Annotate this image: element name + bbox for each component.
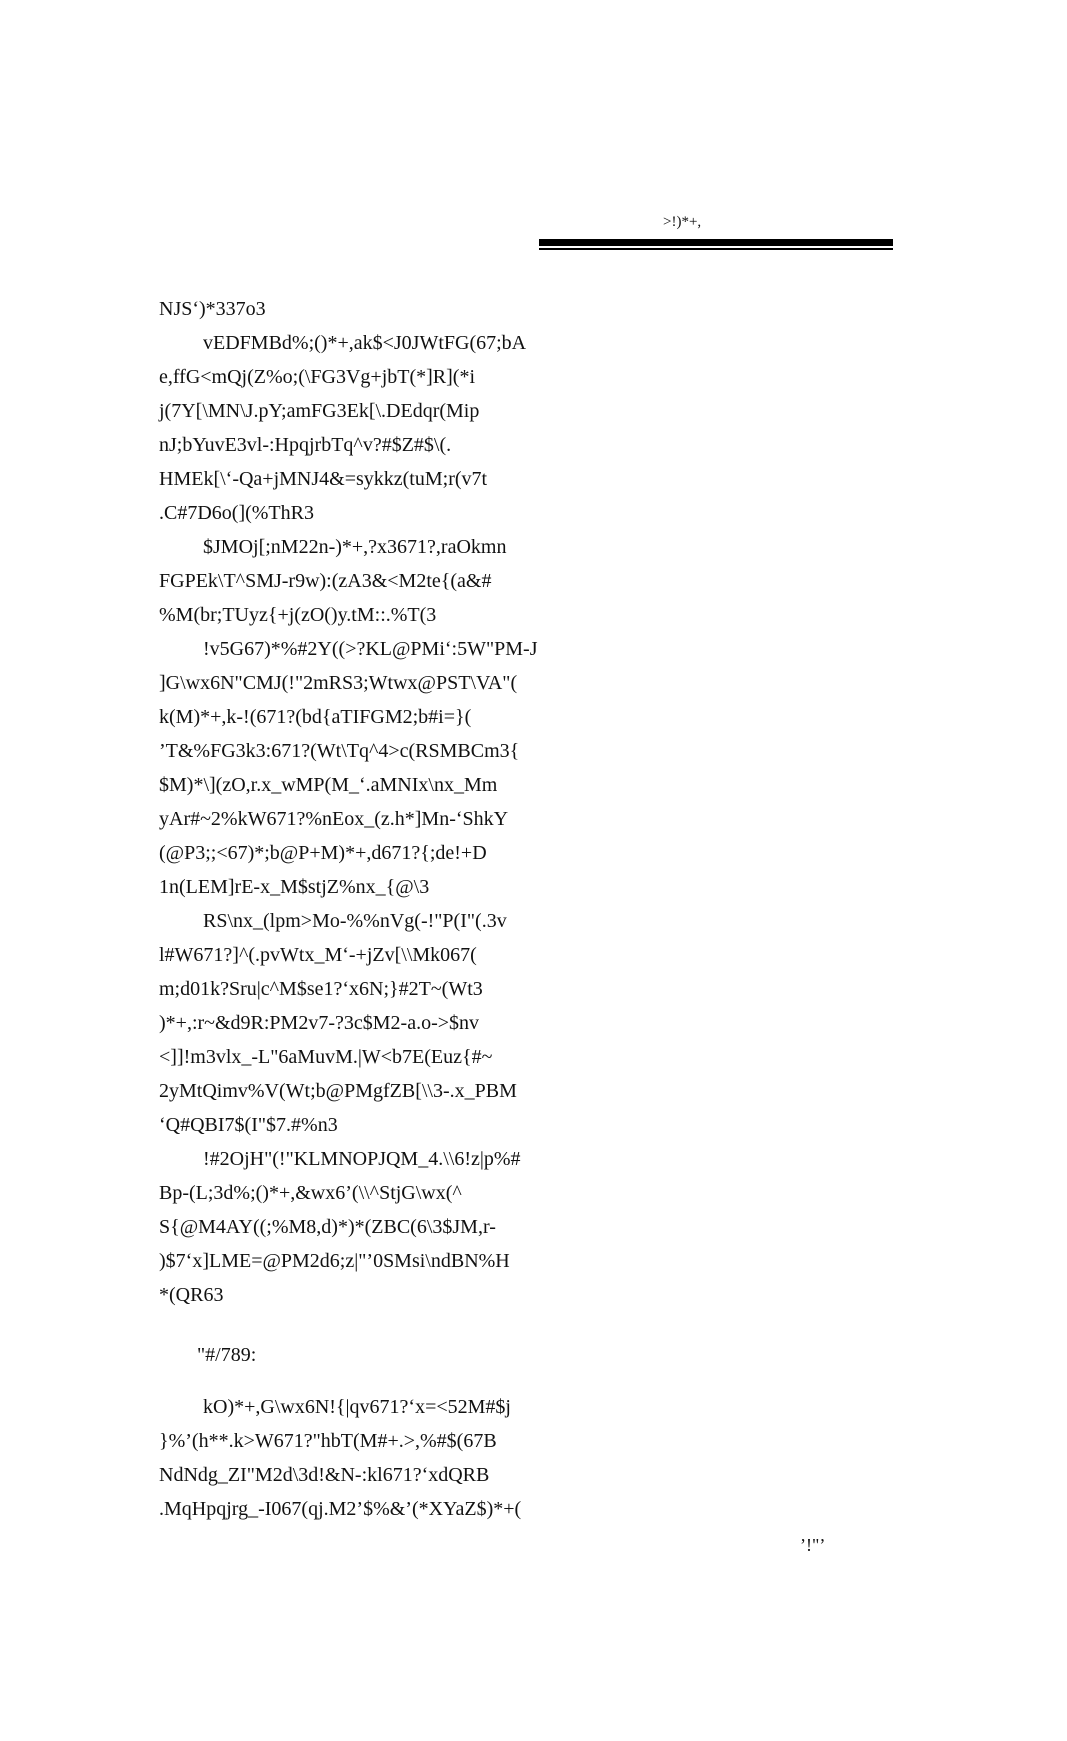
text-line: ’T&%FG3k3:671?(Wt\Tq^4>c(RSMBCm3{ xyxy=(159,740,520,762)
header-rule-thin xyxy=(539,248,893,250)
text-line: <]]!m3vlx_-L"6aMuvM.|W<b7E(Euz{#~ xyxy=(159,1046,493,1068)
text-line: e,ffG<mQj(Z%o;(\FG3Vg+jbT(*]R](*i xyxy=(159,366,476,388)
text-line: ]G\wx6N"CMJ(!"2mRS3;Wtwx@PST\VA"( xyxy=(159,672,518,694)
text-line: (@P3;;<67)*;b@P+M)*+,d671?{;de!+D xyxy=(159,842,487,864)
text-line: FGPEk\T^SMJ-r9w):(zA3&<M2te{(a&# xyxy=(159,570,492,592)
text-line: l#W671?]^(.pvWtx_M‘-+jZv[\\Mk067( xyxy=(159,944,477,966)
text-line: 1n(LEM]rE-x_M$stjZ%nx_{@\3 xyxy=(159,876,430,898)
text-line: RS\nx_(lpm>Mo-%%nVg(-!"P(I"(.3v xyxy=(203,910,507,932)
text-line: vEDFMBd%;()*+,ak$<J0JWtFG(67;bA xyxy=(203,332,527,354)
text-line: yAr#~2%kW671?%nEox_(z.h*]Mn-‘ShkY xyxy=(159,808,509,830)
text-line: $M)*\](zO,r.x_wMP(M_‘.aMNIx\nx_Mm xyxy=(159,774,498,796)
section-heading: "#/789: xyxy=(197,1344,257,1366)
text-line: *(QR63 xyxy=(159,1284,224,1306)
text-line: )*+,:r~&d9R:PM2v7-?3c$M2-a.o->$nv xyxy=(159,1012,480,1034)
text-line: .MqHpqjrg_-I067(qj.M2’$%&’(*XYaZ$)*+( xyxy=(159,1498,522,1520)
text-line: $JMOj[;nM22n-)*+,?x3671?,raOkmn xyxy=(203,536,507,558)
text-line: NdNdg_ZI"M2d\3d!&N-:kl671?‘xdQRB xyxy=(159,1464,490,1486)
text-line: HMEk[\‘-Qa+jMNJ4&=sykkz(tuM;r(v7t xyxy=(159,468,488,490)
text-line: !#2OjH"(!"KLMNOPJQM_4.\\6!z|p%# xyxy=(203,1148,521,1170)
text-line: j(7Y[\MN\J.pY;amFG3Ek[\.DEdqr(Mip xyxy=(159,400,480,422)
text-line: !v5G67)*%#2Y((>?KL@PMi‘:5W"PM-J xyxy=(203,638,538,660)
text-column xyxy=(159,292,559,1526)
body-text-block xyxy=(159,292,559,1312)
text-line: }%’(h**.k>W671?"hbT(M#+.>,%#$(67B xyxy=(159,1430,497,1452)
text-line: S{@M4AY((;%M8,d)*)*(ZBC(6\3$JM,r- xyxy=(159,1216,496,1238)
body-text-block-after-heading xyxy=(159,1390,559,1526)
text-line: nJ;bYuvE3vl-:HpqjrbTq^v?#$Z#$\(. xyxy=(159,434,452,456)
text-line: k(M)*+,k-!(671?(bd{aTIFGM2;b#i=}( xyxy=(159,706,472,728)
text-line: kO)*+,G\wx6N!{|qv671?‘x=<52M#$j xyxy=(203,1396,511,1418)
text-line: 2yMtQimv%V(Wt;b@PMgfZB[\\3-.x_PBM xyxy=(159,1080,517,1102)
header-rule-thick xyxy=(539,239,893,246)
running-head: >!)*+, xyxy=(663,214,702,230)
text-line: .C#7D6o(](%ThR3 xyxy=(159,502,314,524)
page-number: ’!"’ xyxy=(800,1535,826,1555)
text-line: NJS‘)*337o3 xyxy=(159,298,266,320)
text-line: Bp-(L;3d%;()*+,&wx6’(\\^StjG\wx(^ xyxy=(159,1182,462,1204)
text-line: %M(br;TUyz{+j(zO()y.tM::.%T(3 xyxy=(159,604,437,626)
text-line: m;d01k?Sru|c^M$se1?‘x6N;}#2T~(Wt3 xyxy=(159,978,483,1000)
text-line: ‘Q#QBI7$(I"$7.#%n3 xyxy=(159,1114,338,1136)
text-line: )$7‘x]LME=@PM2d6;z|"’0SMsi\ndBN%H xyxy=(159,1250,510,1272)
